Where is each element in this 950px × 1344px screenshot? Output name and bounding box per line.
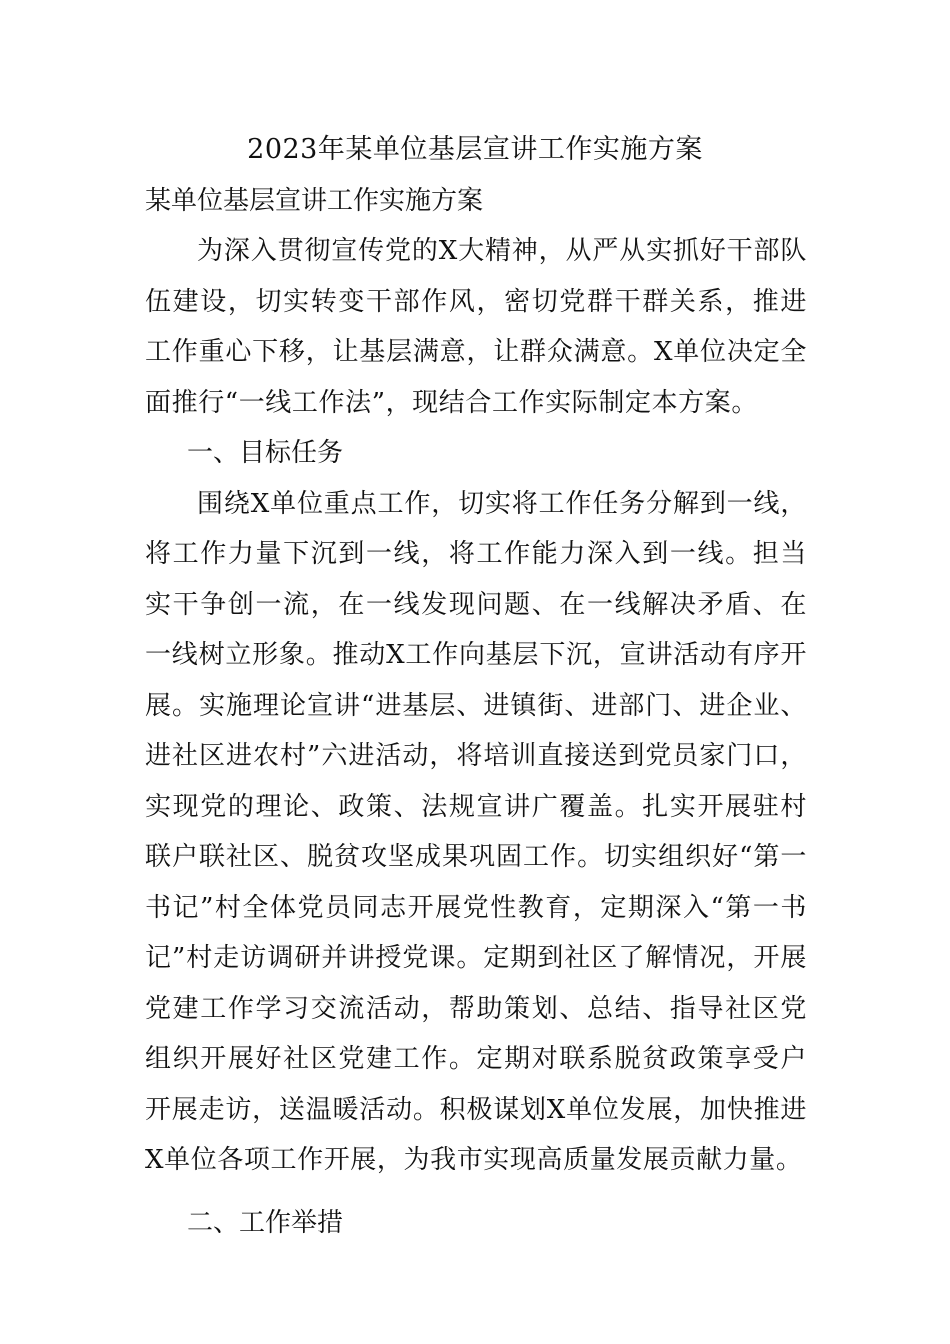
section-paragraph-goals: 围绕X单位重点工作，切实将工作任务分解到一线，将工作力量下沉到一线，将工作能力深入到一线。担当实干争创一流，在一线发现问题、在一线解决矛盾、在一线树立形象。推动X工作向基层下沉，宣讲活动有序开展。实施理论宣讲“进基层、进镇街、进部门、进企业、进社区进农村”六进活动，将培训直接送到党员家门口，实现党的理论、政策、法规宣讲广覆盖。扎实开展驻村联户联社区、脱贫攻坚成果巩固工作。切实组织好“第一书记”村全体党员同志开展党性教育，定期深入“第一书记”村走访调研并讲授党课。定期到社区了解情况，开展党建工作学习交流活动，帮助策划、总结、指导社区党组织开展好社区党建工作。定期对联系脱贫政策享受户开展走访，送温暖活动。积极谋划X单位发展，加快推进X单位各项工作开展，为我市实现高质量发展贡献力量。	[145, 488, 807, 1175]
document-title: 2023年某单位基层宣讲工作实施方案	[247, 134, 703, 165]
section-heading-goals: 一、目标任务	[187, 438, 344, 468]
document-body	[145, 226, 807, 1248]
section-heading-measures: 二、工作举措	[187, 1207, 344, 1238]
intro-paragraph: 为深入贯彻宣传党的X大精神，从严从实抓好干部队伍建设，切实转变干部作风，密切党群干群关系，推进工作重心下移，让基层满意，让群众满意。X单位决定全面推行“一线工作法”，现结合工作实际制定本方案。	[145, 236, 807, 418]
document-subtitle: 某单位基层宣讲工作实施方案	[145, 186, 484, 216]
